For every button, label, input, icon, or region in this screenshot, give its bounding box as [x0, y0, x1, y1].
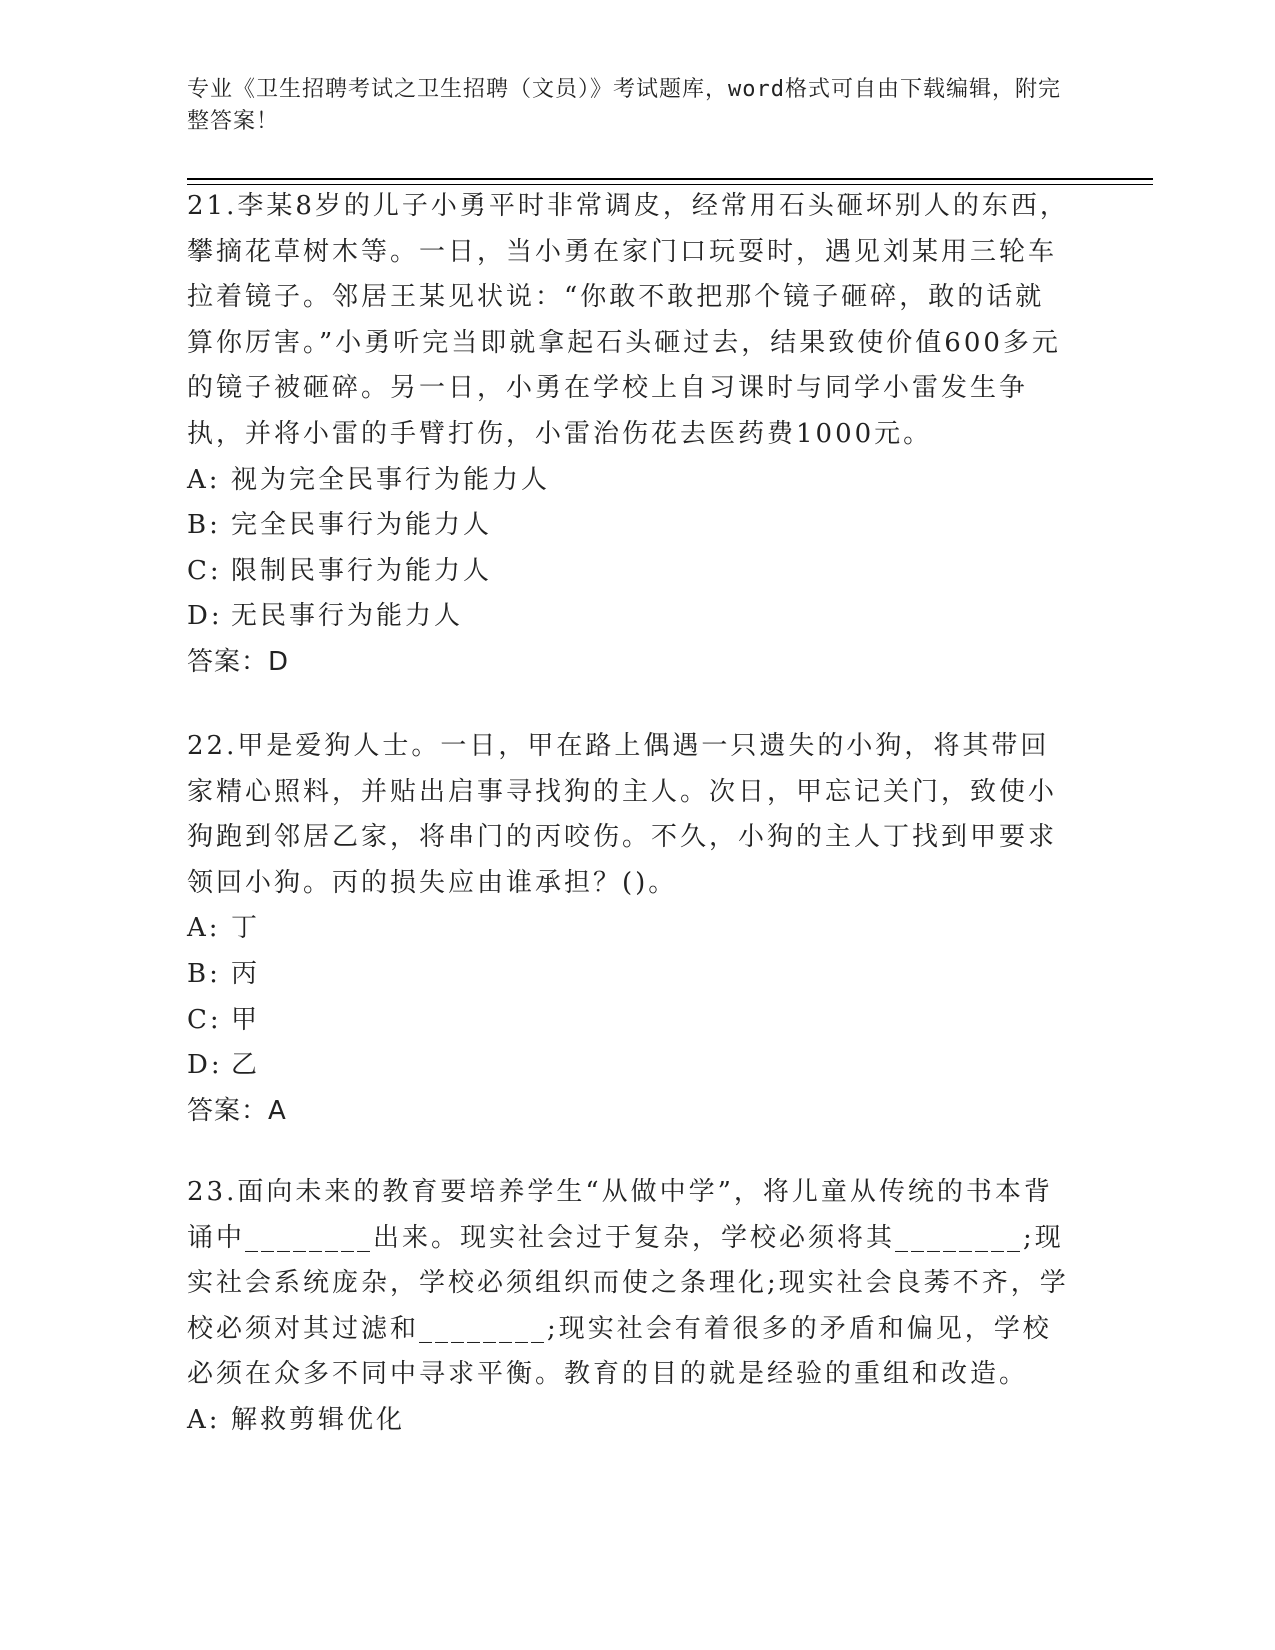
answer-line: 答案：A — [187, 1095, 287, 1126]
option-letter: A: — [187, 464, 221, 495]
option-c — [187, 998, 1072, 1044]
header-divider-thick — [187, 178, 1153, 180]
option-letter: B: — [187, 510, 221, 541]
option-text: 乙 — [231, 1050, 261, 1081]
option-text: 无民事行为能力人 — [231, 601, 464, 632]
question-stem: 23.面向未来的教育要培养学生“从做中学”，将儿童从传统的书本背诵中________出来。现实社会过于复杂，学校必须将其________;现实社会系统庞杂，学校必须组织而使之条理化;现实社会良莠不齐，学校必须对其过滤和________;现实社会有着很多的矛盾和偏见，学校必须在众多不同中寻求平衡。教育的目的就是经验的重组和改造。 — [187, 1177, 1069, 1390]
option-letter: C: — [187, 1004, 222, 1035]
option-text: 解救剪辑优化 — [231, 1404, 406, 1435]
question-21 — [187, 184, 1072, 686]
option-letter: D: — [187, 1050, 223, 1081]
option-letter: A: — [187, 1404, 221, 1435]
document-header: 专业《卫生招聘考试之卫生招聘（文员）》考试题库，word格式可自由下载编辑，附完整答案！ — [187, 77, 1061, 134]
option-a — [187, 906, 1072, 952]
question-stem: 22.甲是爱狗人士。一日，甲在路上偶遇一只遗失的小狗，将其带回家精心照料，并贴出启事寻找狗的主人。次日，甲忘记关门，致使小狗跑到邻居乙家，将串门的丙咬伤。不久，小狗的主人丁找到甲要求领回小狗。丙的损失应由谁承担？()。 — [187, 731, 1058, 898]
option-b — [187, 952, 1072, 998]
question-stem: 21.李某8岁的儿子小勇平时非常调皮，经常用石头砸坏别人的东西，攀摘花草树木等。一日，当小勇在家门口玩耍时，遇见刘某用三轮车拉着镜子。邻居王某见状说：“你敢不敢把那个镜子砸碎，敢的话就算你厉害。”小勇听完当即就拿起石头砸过去，结果致使价值600多元的镜子被砸碎。另一日，小勇在学校上自习课时与同学小雷发生争执，并将小雷的手臂打伤，小雷治伤花去医药费1000元。 — [187, 191, 1069, 449]
option-a — [187, 458, 1072, 504]
question-22 — [187, 724, 1072, 1134]
option-text: 视为完全民事行为能力人 — [231, 464, 551, 495]
option-d — [187, 594, 1072, 640]
answer-line: 答案：D — [187, 646, 290, 677]
option-letter: C: — [187, 555, 222, 586]
option-b — [187, 503, 1072, 549]
option-c — [187, 549, 1072, 595]
option-text: 丁 — [231, 913, 261, 944]
option-a — [187, 1398, 1072, 1444]
option-letter: D: — [187, 601, 223, 632]
question-23 — [187, 1170, 1072, 1444]
option-d — [187, 1043, 1072, 1089]
option-letter: A: — [187, 913, 221, 944]
option-letter: B: — [187, 958, 221, 989]
option-text: 完全民事行为能力人 — [231, 510, 493, 541]
option-text: 丙 — [231, 958, 261, 989]
option-text: 限制民事行为能力人 — [231, 555, 493, 586]
option-text: 甲 — [231, 1004, 261, 1035]
